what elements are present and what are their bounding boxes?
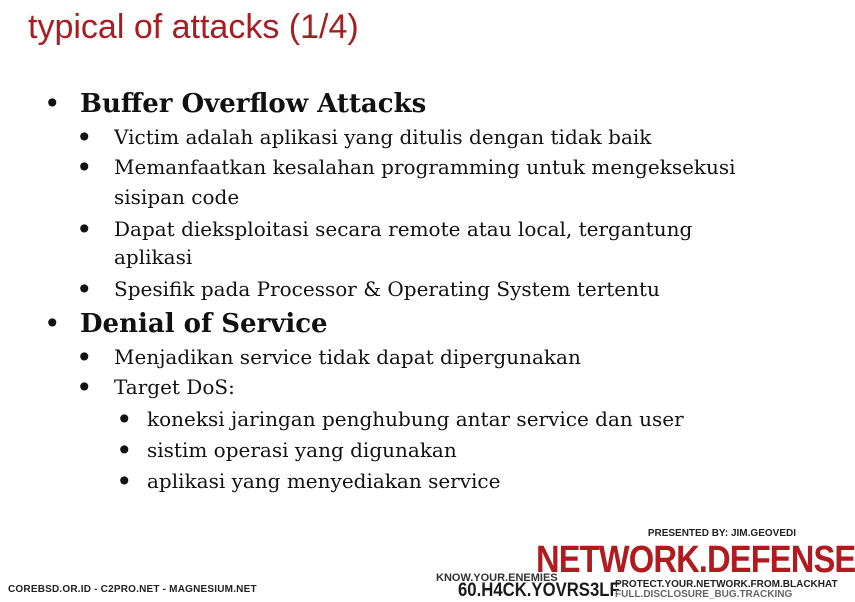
section-heading-buffer-overflow: Buffer Overflow Attacks (80, 89, 427, 119)
hack-yourself-text: 60.H4CK.YOVRS3LF (458, 580, 620, 601)
list-item: Spesifik pada Processor & Operating System tertentu (114, 277, 660, 301)
footer-sites: COREBSD.OR.ID - C2PRO.NET - MAGNESIUM.NET (8, 584, 257, 595)
bullet-icon: • (76, 213, 93, 246)
brand-network-defense: NETWORK.DEFENSE (536, 539, 855, 581)
network-defense-logo (430, 528, 855, 601)
bullet-icon: • (116, 403, 133, 436)
list-item: Victim adalah aplikasi yang ditulis dengan tidak baik (114, 125, 652, 149)
list-item: Dapat dieksploitasi secara remote atau local, tergantung (114, 217, 693, 241)
bullet-icon: • (76, 273, 93, 306)
bullet-icon: • (116, 434, 133, 467)
full-disclosure-line: FULL.DISCLOSURE_BUG.TRACKING (615, 589, 793, 600)
presented-by: PRESENTED BY: JIM.GEOVEDI (647, 528, 796, 539)
sub-list-item: sistim operasi yang digunakan (147, 438, 457, 462)
protect-line: PROTECT.YOUR.NETWORK.FROM.BLACKHAT (615, 579, 838, 590)
bullet-icon: • (116, 465, 133, 498)
slide-title: typical of attacks (1/4) (28, 8, 359, 46)
list-item: Menjadikan service tidak dapat dipergunakan (114, 345, 581, 369)
know-your-enemies: KNOW.YOUR.ENEMIES (436, 572, 558, 584)
bullet-icon: • (76, 121, 93, 154)
list-item: Memanfaatkan kesalahan programming untuk mengeksekusi (114, 155, 736, 179)
list-item-continuation: aplikasi (114, 245, 193, 269)
bullet-icon: • (76, 151, 93, 184)
bullet-icon: • (44, 307, 61, 340)
list-item-continuation: sisipan code (114, 185, 240, 209)
bullet-icon: • (76, 341, 93, 374)
bullet-icon: • (76, 371, 93, 404)
list-item: Target DoS: (114, 375, 235, 399)
section-heading-denial-of-service: Denial of Service (80, 309, 328, 339)
sub-list-item: koneksi jaringan penghubung antar service dan user (147, 407, 684, 431)
protect-text-block (615, 580, 838, 600)
sub-list-item: aplikasi yang menyediakan service (147, 469, 501, 493)
bullet-icon: • (44, 87, 61, 120)
